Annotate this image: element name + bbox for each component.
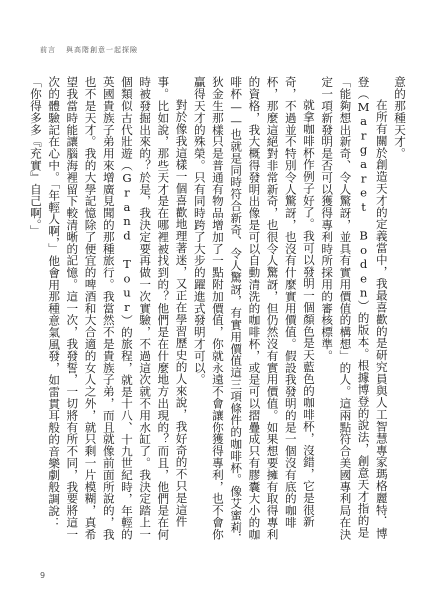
body-text	[28, 76, 409, 551]
header-title: 與高階創意一起探險	[66, 46, 138, 54]
paragraph: 就拿咖啡杯作例子好了。我可以發明一個顏色是天藍色的咖啡杯，沒錯，它是很新奇，不過並不特別令人驚訝，也沒有什麼實用價值。假設我發明的是一個沒有底的咖啡杯，那麼這絕對非常新奇，也很令人驚訝，但仍然沒有實用價值。如果想要擁有取得專利的資格，我大概得發明出像是可以自動清洗的咖啡杯，或是可以摺疊成只有膠囊大小的咖啡杯——也就是同時符合新奇、令人驚訝，有實用價值這三項條件的咖啡杯。像艾蜜莉．狄金生那樣只是普通有物品增加了一點附加價值，你就永遠不會讓你獲得專利，也不會你贏得天才的殊榮。只有同時跨了大步的躍進式發明才可以。	[192, 76, 316, 545]
paragraph: 對於像我這樣一個喜歡地理著迷，又正在學習歷史的人來說，我好奇的不只是這件事。比如說，那些天才是在哪裡被找到的？他們是在什麼地方出現的？而且，他們是在何時被發掘出來的？於是，我決定要再做一次實驗，不過這次就不用水缸了。我決定踏上一個類似古代壯遊（Grand Tour）的旅程，就是十八、十九世紀時，年輕的英國貴族子弟用來增廣見聞的那種旅行。我當然不是貴族子弟，而且就像前面所說的，我也不是天才。我的大學記憶除了便宜的啤酒和大合適的女人之外，就只剩一片模糊，真希望我當時能讓腦海裡留下較清晰的記憶。這一次，我發誓，一切將有所不同，我要將這一次的體驗記在心中。「年輕人啊，」他會用那種意氣風發，如雷貫耳般的音樂劇般調說：「你得多多『充實』自己啊。」	[28, 76, 189, 541]
paragraph: 意的那種天才。	[393, 76, 407, 160]
running-header	[40, 45, 138, 55]
header-section: 前言	[40, 46, 56, 54]
paragraph: 在所有關於創造天才的定義當中，我最喜歡的是研究員與人工智慧專家瑪格麗特．博登（Margaret Boden）的版本。根據博登的說法，創意天才指的是「能夠想出新奇、令人驚訝，並具有實用價值的構想」的人。這兩點符合美國專利局在決定一項新發明是否可以獲得專利時所採用的審核標準。	[320, 76, 389, 541]
page-number: 9	[40, 571, 46, 580]
